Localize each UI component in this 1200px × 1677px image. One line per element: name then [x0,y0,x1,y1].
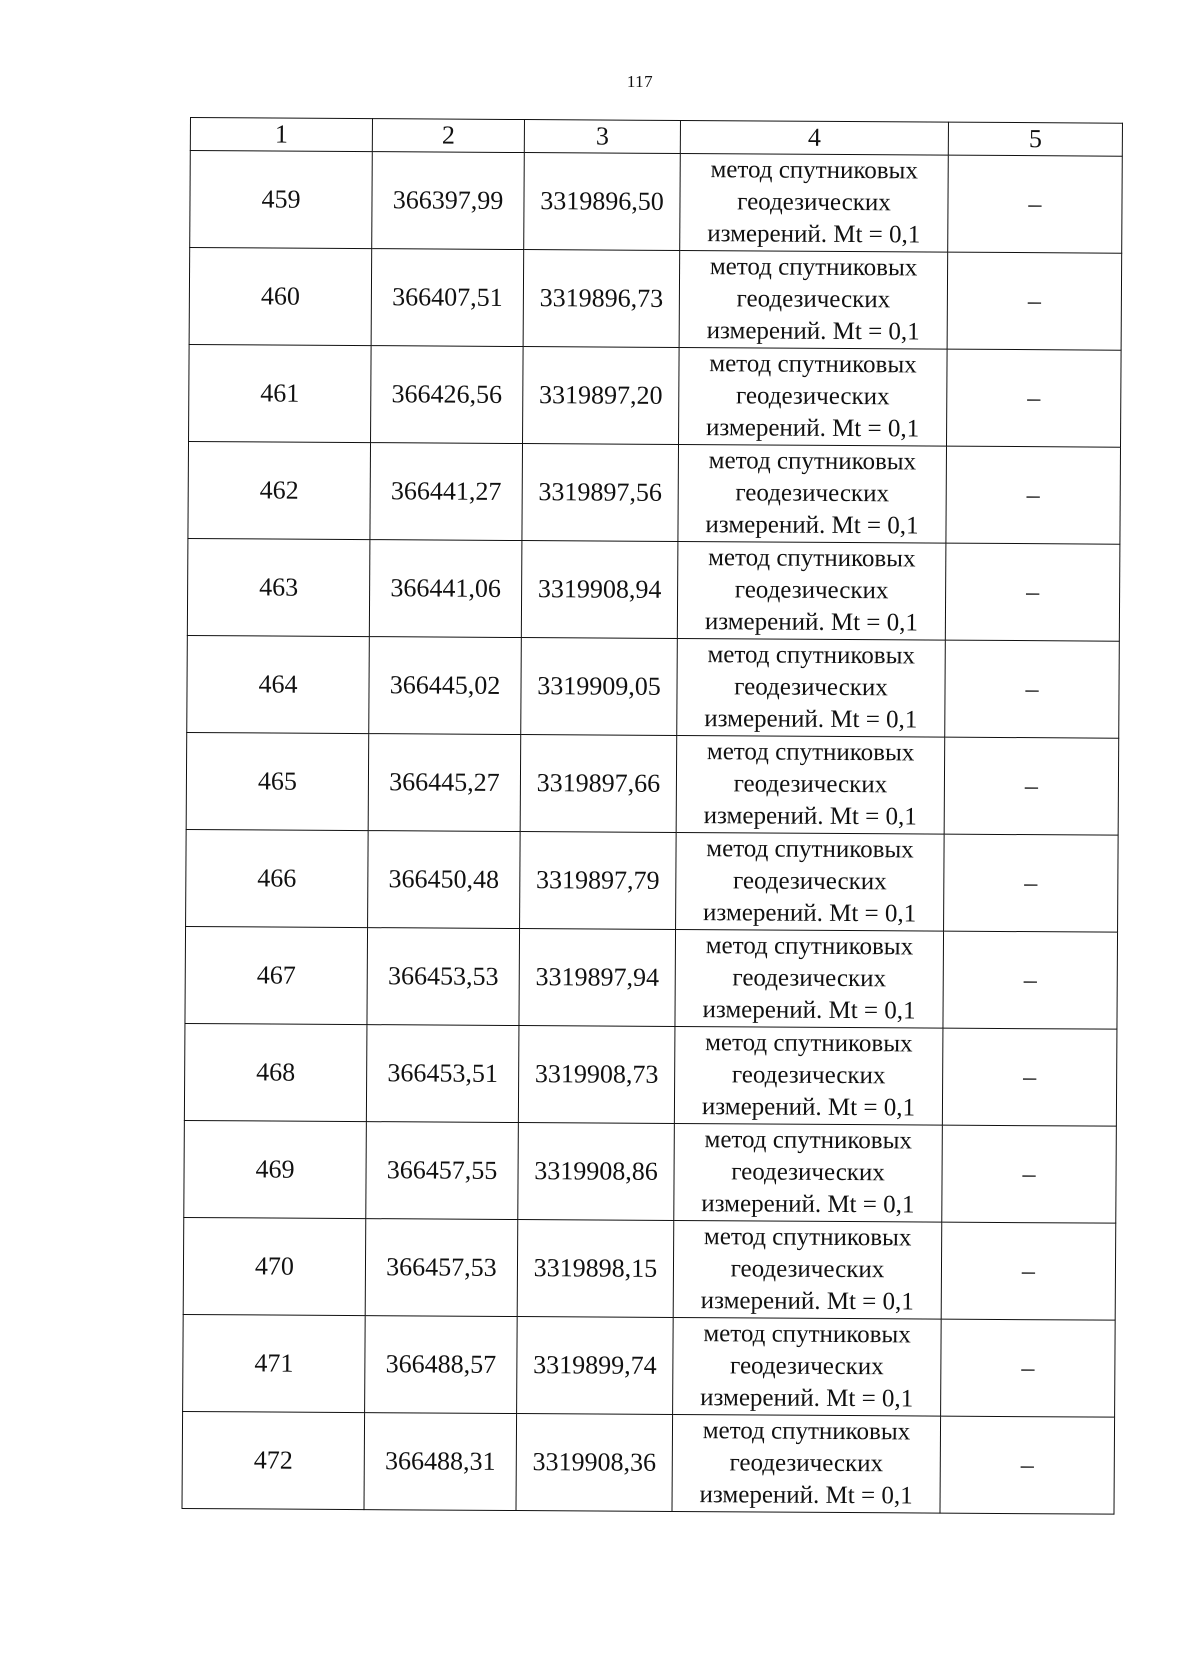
method-cell [673,1220,942,1319]
method-line: измерений. Mt = 0,1 [704,705,918,734]
method-line: геодезических [732,964,887,993]
table-row [185,926,1118,1029]
method-line: метод спутниковых [705,1029,913,1058]
note-cell: – [942,1125,1117,1223]
method-cell [678,444,947,543]
method-line: измерений. Mt = 0,1 [705,414,920,443]
point-number-cell: 462 [188,441,371,539]
method-cell [679,347,948,446]
y-coordinate-cell: 3319897,79 [520,832,677,930]
point-number-cell: 471 [183,1314,366,1412]
method-line: метод спутниковых [708,544,916,573]
page-number: 117 [626,72,654,91]
note-cell: – [945,543,1120,641]
note-cell: – [946,446,1121,544]
x-coordinate-cell: 366488,31 [364,1413,517,1511]
table-row [184,1120,1117,1223]
method-description [675,930,943,1028]
table-row [182,1411,1115,1514]
method-cell [677,638,946,737]
method-line: геодезических [731,1158,885,1187]
method-cell [677,541,946,640]
x-coordinate-cell: 366445,02 [369,637,522,735]
method-line: метод спутниковых [704,1126,913,1155]
method-line: измерений. Mt = 0,1 [700,1287,914,1316]
point-number-cell: 465 [186,732,369,830]
table-row [189,344,1122,447]
y-coordinate-cell: 3319896,73 [523,250,680,348]
note-cell: – [945,640,1120,738]
note-cell: – [942,1028,1117,1126]
point-number-cell: 472 [182,1411,365,1509]
x-coordinate-cell: 366450,48 [368,831,521,929]
y-coordinate-cell: 3319908,36 [516,1414,673,1512]
point-number-cell: 460 [189,248,372,346]
method-line: геодезических [735,479,890,508]
method-line: геодезических [729,1449,884,1478]
x-coordinate-cell: 366457,53 [365,1219,518,1317]
header-col-1: 1 [190,118,372,152]
method-line: метод спутниковых [703,1320,911,1349]
note-cell: – [944,834,1119,932]
x-coordinate-cell: 366426,56 [371,346,524,444]
method-line: метод спутниковых [706,738,915,767]
method-line: измерений. Mt = 0,1 [704,608,919,637]
table-row [187,635,1120,738]
x-coordinate-cell: 366453,53 [367,928,520,1026]
method-line: метод спутниковых [708,447,917,476]
note-cell: – [944,737,1119,835]
table-row [186,829,1119,932]
method-description [674,1221,942,1319]
method-cell [680,153,949,252]
note-cell: – [941,1319,1116,1417]
table-row [184,1023,1117,1126]
x-coordinate-cell: 366397,99 [372,152,525,250]
method-line: измерений. Mt = 0,1 [699,1481,913,1510]
y-coordinate-cell: 3319897,66 [520,735,677,833]
note-cell: – [947,252,1122,350]
method-line: геодезических [730,1255,885,1284]
y-coordinate-cell: 3319896,50 [524,153,681,251]
point-number-cell: 463 [187,538,370,636]
method-description [676,833,944,931]
method-line: метод спутниковых [703,1223,912,1252]
point-number-cell: 464 [187,635,370,733]
method-cell [679,250,948,349]
method-cell [673,1317,942,1416]
table-row [183,1217,1116,1320]
method-line: геодезических [731,1061,886,1090]
method-line: геодезических [732,867,887,896]
table-row [190,151,1123,254]
x-coordinate-cell: 366457,55 [366,1122,519,1220]
x-coordinate-cell: 366488,57 [365,1316,518,1414]
method-cell [672,1414,941,1513]
method-cell [676,832,945,931]
point-number-cell: 466 [186,829,369,927]
method-description [677,736,945,834]
header-col-4: 4 [680,120,948,155]
table-row [189,248,1122,351]
point-number-cell: 468 [184,1023,367,1121]
table-row [183,1314,1116,1417]
y-coordinate-cell: 3319897,94 [519,929,676,1027]
point-number-cell: 461 [189,344,372,442]
header-col-3: 3 [524,120,680,154]
method-line: метод спутниковых [707,641,916,670]
method-line: измерений. Mt = 0,1 [703,802,917,831]
method-description [674,1124,942,1222]
point-number-cell: 469 [184,1120,367,1218]
header-col-5: 5 [948,122,1122,156]
method-description [675,1027,943,1125]
method-description [673,1318,941,1416]
point-number-cell: 470 [183,1217,366,1315]
method-line: метод спутниковых [702,1417,911,1446]
method-line: измерений. Mt = 0,1 [701,1190,915,1219]
table-row [186,732,1119,835]
table-row [188,441,1121,544]
method-line: геодезических [737,188,891,217]
y-coordinate-cell: 3319908,94 [521,541,678,639]
y-coordinate-cell: 3319909,05 [521,638,678,736]
method-cell [675,929,944,1028]
method-line: метод спутниковых [705,932,914,961]
method-line: измерений. Mt = 0,1 [703,899,917,928]
method-line: метод спутниковых [709,253,918,282]
method-line: измерений. Mt = 0,1 [705,511,919,540]
point-number-cell: 467 [185,926,368,1024]
note-cell: – [940,1416,1115,1514]
method-description [678,445,946,543]
x-coordinate-cell: 366441,27 [370,443,523,541]
method-cell [674,1026,943,1125]
method-line: геодезических [736,285,891,314]
note-cell: – [948,155,1123,253]
x-coordinate-cell: 366445,27 [368,734,521,832]
table-body [182,151,1122,1515]
note-cell: – [941,1222,1116,1320]
y-coordinate-cell: 3319908,86 [518,1123,675,1221]
method-description [678,542,946,640]
method-cell [676,735,945,834]
y-coordinate-cell: 3319897,20 [523,347,680,445]
x-coordinate-cell: 366441,06 [369,540,522,638]
method-description [680,251,948,349]
method-line: метод спутниковых [710,156,918,185]
method-description [677,639,945,737]
header-col-2: 2 [372,119,524,153]
point-number-cell: 459 [190,151,373,249]
method-line: геодезических [734,673,888,702]
table-row [187,538,1120,641]
note-cell: – [947,349,1122,447]
method-line: геодезических [735,382,890,411]
method-line: геодезических [733,770,888,799]
y-coordinate-cell: 3319897,56 [522,444,679,542]
y-coordinate-cell: 3319899,74 [517,1317,674,1415]
method-cell [674,1123,943,1222]
method-line: измерений. Mt = 0,1 [706,317,920,346]
x-coordinate-cell: 366407,51 [371,249,524,347]
method-line: метод спутниковых [709,350,917,379]
method-line: геодезических [730,1352,884,1381]
method-line: метод спутниковых [706,835,914,864]
method-description [680,154,948,252]
method-line: геодезических [734,576,889,605]
method-line: измерений. Mt = 0,1 [702,996,916,1025]
note-cell: – [943,931,1118,1029]
coordinates-table [181,117,1122,1515]
method-description [672,1415,940,1513]
x-coordinate-cell: 366453,51 [366,1025,519,1123]
method-line: измерений. Mt = 0,1 [700,1384,914,1413]
method-description [679,348,947,446]
method-line: измерений. Mt = 0,1 [701,1093,916,1122]
y-coordinate-cell: 3319898,15 [517,1220,674,1318]
method-line: измерений. Mt = 0,1 [707,220,921,249]
y-coordinate-cell: 3319908,73 [518,1026,675,1124]
